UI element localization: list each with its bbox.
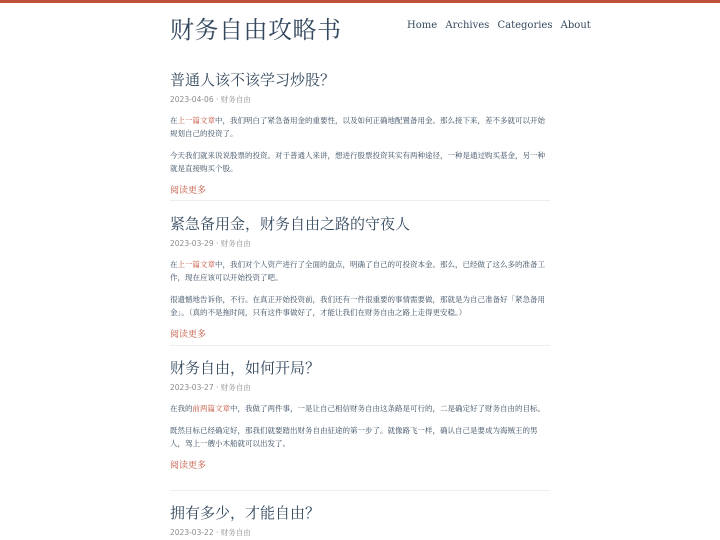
- excerpt-text: 中，我做了两件事，一是让自己相信财务自由这条路是可行的，二是确定好了财务自由的目标。: [230, 404, 545, 413]
- post-meta: [170, 94, 550, 105]
- nav-home-link[interactable]: Home: [407, 20, 438, 31]
- post-meta: [170, 238, 550, 249]
- post-category-link[interactable]: 财务自由: [220, 239, 251, 248]
- excerpt-paragraph: [170, 114, 550, 140]
- post-excerpt: [170, 258, 550, 319]
- post-category-link[interactable]: 财务自由: [220, 528, 251, 537]
- site-title-link[interactable]: 财务自由攻略书: [170, 16, 342, 44]
- post-title-link[interactable]: 财务自由，如何开局？: [170, 359, 321, 377]
- excerpt-text: 在: [170, 260, 178, 269]
- excerpt-text: 在我的: [170, 404, 193, 413]
- page-container: [170, 0, 591, 537]
- excerpt-paragraph: 很遗憾地告诉你，不行。在真正开始投资前，我们还有一件很重要的事情需要做，那就是为自己准备好「紧急备用金」。（真的不是拖时间，只有这件事做好了，才能让我们在财务自由之路上走得更安稳。）: [170, 295, 545, 317]
- excerpt-text: 中，我们对个人资产进行了全面的盘点，明确了自己的可投资本金。那么，已经做了这么多的准备工作，现在应该可以开始投资了吧。: [170, 260, 545, 282]
- post-date: 2023-03-27: [170, 383, 214, 392]
- post-card: [170, 359, 550, 472]
- excerpt-inline-link[interactable]: 上一篇文章: [177, 260, 215, 269]
- nav-archives-link[interactable]: Archives: [445, 20, 490, 31]
- post-date: 2023-04-06: [170, 95, 214, 104]
- meta-separator: ·: [213, 528, 221, 537]
- excerpt-paragraph: [170, 402, 550, 415]
- post-card: [170, 71, 550, 197]
- read-more-link[interactable]: 阅读更多: [170, 461, 207, 471]
- post-title-link[interactable]: 普通人该不该学习炒股？: [170, 71, 336, 89]
- nav-about-link[interactable]: About: [560, 20, 591, 31]
- post-date: 2023-03-29: [170, 239, 214, 248]
- post-title-link[interactable]: 拥有多少，才能自由？: [170, 504, 321, 522]
- read-more-link[interactable]: 阅读更多: [170, 330, 207, 340]
- meta-separator: ·: [213, 95, 221, 104]
- meta-separator: ·: [213, 239, 221, 248]
- post-category-link[interactable]: 财务自由: [220, 95, 251, 104]
- main-nav: [407, 20, 596, 31]
- excerpt-paragraph: [170, 258, 550, 284]
- post-title-link[interactable]: 紧急备用金，财务自由之路的守夜人: [170, 215, 411, 233]
- meta-separator: ·: [213, 383, 221, 392]
- read-more-link[interactable]: 阅读更多: [170, 186, 207, 196]
- post-excerpt: [170, 114, 550, 175]
- excerpt-text: 中，我们明白了紧急备用金的重要性，以及如何正确地配置备用金。那么接下来，差不多就可以开始规划自己的投资了。: [170, 116, 545, 138]
- post-excerpt: [170, 402, 550, 450]
- excerpt-paragraph: 既然目标已经确定好，那我们就要踏出财务自由征途的第一步了。就像路飞一样，确认自己是要成为海贼王的男人，驾上一艘小木船就可以出发了。: [170, 426, 538, 448]
- excerpt-inline-link[interactable]: 前两篇文章: [192, 404, 230, 413]
- post-date: 2023-03-22: [170, 528, 214, 537]
- post-meta: [170, 382, 550, 393]
- post-meta: [170, 527, 550, 538]
- excerpt-paragraph: 今天我们就来说说股票的投资。对于普通人来讲，想进行股票投资其实有两种途径，一种是通过购买基金，另一种就是直接购买个股。: [170, 151, 545, 173]
- nav-categories-link[interactable]: Categories: [497, 20, 553, 31]
- post-card: [170, 215, 550, 341]
- post-divider: [170, 200, 550, 201]
- post-divider: [170, 345, 550, 346]
- excerpt-inline-link[interactable]: 上一篇文章: [177, 116, 215, 125]
- post-divider: [170, 490, 550, 491]
- post-category-link[interactable]: 财务自由: [220, 383, 251, 392]
- excerpt-text: 在: [170, 116, 178, 125]
- site-header: [170, 0, 591, 60]
- post-card: [170, 504, 550, 538]
